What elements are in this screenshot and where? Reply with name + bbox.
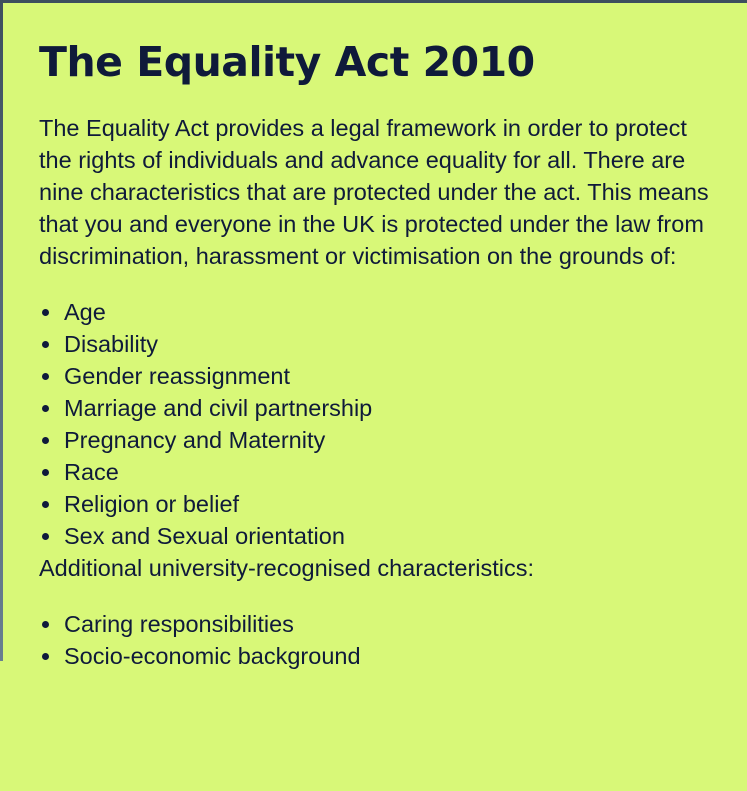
list-item-label: Caring responsibilities (64, 611, 294, 638)
bullet-icon (42, 437, 49, 444)
page-title: The Equality Act 2010 (39, 38, 535, 86)
bullet-icon (42, 309, 49, 316)
list-item (39, 488, 717, 520)
bullet-icon (42, 501, 49, 508)
list-item (39, 608, 717, 640)
panel-corner (0, 661, 6, 791)
equality-act-panel (3, 3, 747, 791)
protected-characteristics-list (39, 296, 717, 552)
list-item (39, 328, 717, 360)
list-item-label: Disability (64, 331, 159, 358)
bullet-icon (42, 621, 49, 628)
bullet-icon (42, 533, 49, 540)
list-item (39, 392, 717, 424)
list-item-label: Religion or belief (64, 491, 240, 518)
list-item-label: Age (64, 299, 106, 326)
list-item (39, 640, 717, 672)
additional-characteristics-list (39, 608, 717, 672)
bullet-icon (42, 405, 49, 412)
bullet-icon (42, 653, 49, 660)
bullet-icon (42, 341, 49, 348)
bullet-icon (42, 469, 49, 476)
list-item (39, 360, 717, 392)
intro-paragraph: The Equality Act provides a legal framework in order to protect the rights of individuals and advance equality for all. There are nine characteristics that are protected under the act. This means that you and everyone in the UK is protected under the law from discrimination, harassment or victimisation on the grounds of: (39, 115, 709, 270)
list-item-label: Sex and Sexual orientation (64, 523, 345, 550)
list-item (39, 424, 717, 456)
list-item (39, 456, 717, 488)
additional-characteristics-heading: Additional university-recognised characteristics: (39, 555, 535, 582)
bullet-icon (42, 373, 49, 380)
list-item (39, 296, 717, 328)
list-item-label: Pregnancy and Maternity (64, 427, 326, 454)
list-item (39, 520, 717, 552)
list-item-label: Socio-economic background (64, 643, 361, 670)
list-item-label: Race (64, 459, 119, 486)
list-item-label: Marriage and civil partnership (64, 395, 373, 422)
list-item-label: Gender reassignment (64, 363, 290, 390)
